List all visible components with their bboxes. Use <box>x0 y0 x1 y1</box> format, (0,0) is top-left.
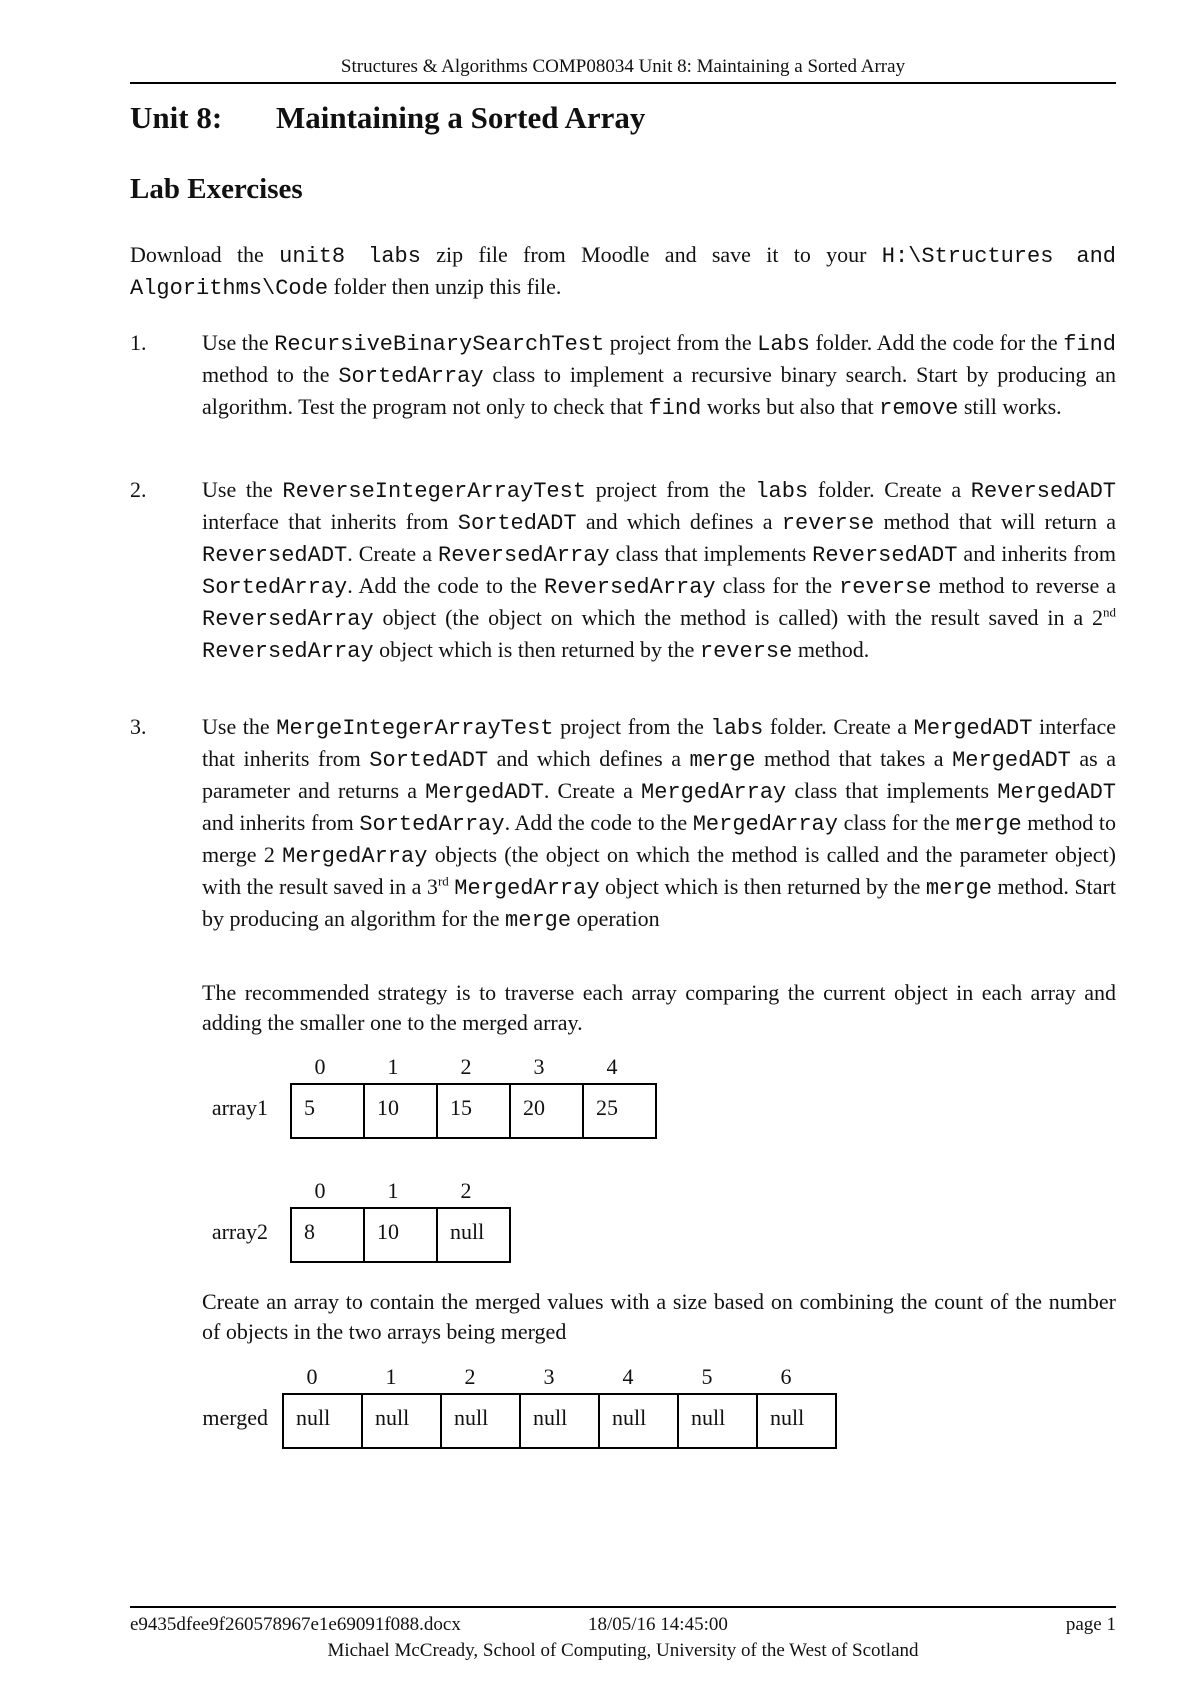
array2-cell: 8 <box>290 1207 365 1263</box>
merged-cell: null <box>361 1393 442 1449</box>
merged-index: 3 <box>543 1364 555 1389</box>
merged-index: 2 <box>464 1364 476 1389</box>
footer-author: Michael McCready, School of Computing, University of the West of Scotland <box>327 1640 919 1661</box>
merged-cell: null <box>756 1393 837 1449</box>
exercise-number: 2. <box>130 477 147 502</box>
exercise-2-text: Use the ReverseIntegerArrayTest project from the labs folder. Create a ReversedADT interface that inherits from SortedADT and which defines a reverse method that will return a ReversedADT. Create a ReversedArray class that implements ReversedADT and inherits from SortedArray. Add the code to the ReversedArray class for the reverse method to reverse a ReversedArray object (the object on which the method is called) with the result saved in a 2nd ReversedArray object which is then returned by the reverse method. <box>202 477 1117 664</box>
merged-cell: null <box>519 1393 600 1449</box>
merged-cell: null <box>677 1393 758 1449</box>
intro-paragraph: Download the unit8 labs zip file from Moodle and save it to your H:\Structures and Algorithms\Code folder then unzip this file. <box>130 242 1117 301</box>
array1-index: 4 <box>606 1054 618 1079</box>
array1-index: 3 <box>533 1054 545 1079</box>
footer-rule <box>130 1606 1116 1608</box>
array1-index: 2 <box>460 1054 472 1079</box>
code-text: H:\Structures and Algorithms\Code <box>130 244 1117 301</box>
exercise-number: 3. <box>130 714 147 739</box>
array1-index: 1 <box>387 1054 399 1079</box>
footer-filename: e9435dfee9f260578967e1e69091f088.docx <box>130 1614 461 1635</box>
code-text: unit8 labs <box>279 244 421 269</box>
array1-cell: 10 <box>363 1083 438 1139</box>
array2-index: 0 <box>314 1178 326 1203</box>
array2-cell: null <box>436 1207 511 1263</box>
merged-cell: null <box>440 1393 521 1449</box>
header-rule <box>130 82 1116 84</box>
array2-label: array2 <box>211 1219 268 1244</box>
merged-index: 1 <box>385 1364 397 1389</box>
array1-cell: 20 <box>509 1083 584 1139</box>
footer-datetime: 18/05/16 14:45:00 <box>588 1614 728 1635</box>
merged-label: merged <box>202 1405 268 1430</box>
merged-index: 5 <box>701 1364 713 1389</box>
array1-cell: 25 <box>582 1083 657 1139</box>
merged-index: 0 <box>306 1364 318 1389</box>
merged-index: 6 <box>780 1364 792 1389</box>
strategy-paragraph: The recommended strategy is to traverse each array comparing the current object in each array and adding the smaller one to the merged array. <box>202 980 1116 1035</box>
array1-cell: 5 <box>290 1083 365 1139</box>
unit-title: Maintaining a Sorted Array <box>276 100 646 135</box>
array1-index: 0 <box>314 1054 326 1079</box>
array1-cell: 15 <box>436 1083 511 1139</box>
array2-cell: 10 <box>363 1207 438 1263</box>
running-header: Structures & Algorithms COMP08034 Unit 8: Maintaining a Sorted Array <box>340 56 906 77</box>
merged-note: Create an array to contain the merged values with a size based on combining the count of the number of objects in the two arrays being merged <box>202 1289 1116 1344</box>
unit-number: Unit 8: <box>130 100 223 135</box>
page-title <box>130 100 645 136</box>
footer-page-number: page 1 <box>1065 1614 1116 1635</box>
exercise-1-text: Use the RecursiveBinarySearchTest project from the Labs folder. Add the code for the find method to the SortedArray class to implement a recursive binary search. Start by producing an algorithm. Test the program not only to check that find works but also that remove still works. <box>202 330 1116 421</box>
merged-index: 4 <box>622 1364 634 1389</box>
section-heading: Lab Exercises <box>130 173 303 205</box>
exercise-number: 1. <box>130 330 147 355</box>
exercise-3-text: Use the MergeIntegerArrayTest project from the labs folder. Create a MergedADT interface that inherits from SortedADT and which defines a merge method that takes a MergedADT as a parameter and returns a MergedADT. Create a MergedArray class that implements MergedADT and inherits from SortedArray. Add the code to the MergedArray class for the merge method to merge 2 MergedArray objects (the object on which the method is called and the parameter object) with the result saved in a 3rd MergedArray object which is then returned by the merge method. Start by producing an algorithm for the merge operation <box>202 714 1117 933</box>
array1-label: array1 <box>211 1095 268 1120</box>
merged-cell: null <box>282 1393 363 1449</box>
merged-cell: null <box>598 1393 679 1449</box>
array2-index: 2 <box>460 1178 472 1203</box>
array2-index: 1 <box>387 1178 399 1203</box>
